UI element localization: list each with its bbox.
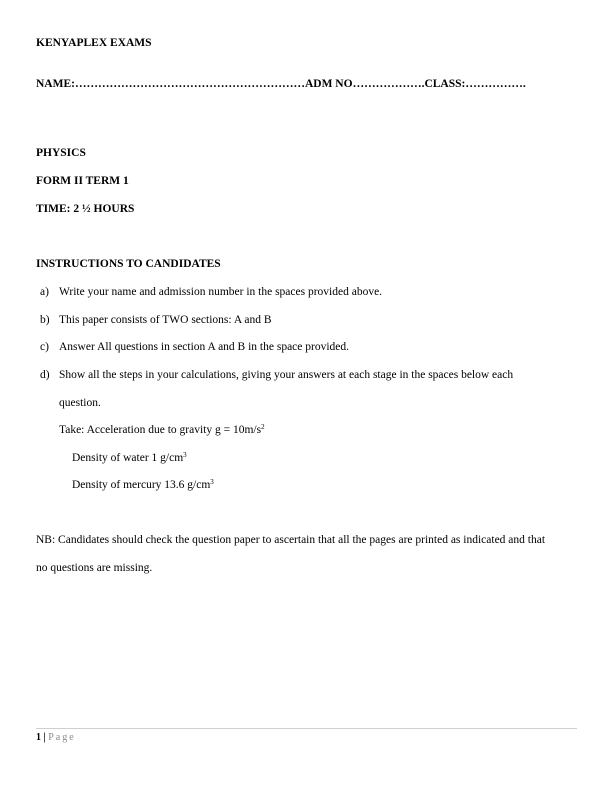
instruction-text-b: This paper consists of TWO sections: A and B	[59, 314, 272, 326]
name-label: NAME:	[36, 78, 75, 90]
instruction-text-a: Write your name and admission number in the spaces provided above.	[59, 286, 383, 298]
note-line-2: no questions are missing.	[36, 562, 153, 574]
instruction-marker-b: b)	[40, 314, 50, 326]
constant-mercury-text: Density of mercury 13.6 g/cm	[72, 479, 211, 491]
instruction-marker-c: c)	[40, 341, 49, 353]
page-footer	[36, 732, 76, 743]
instruction-marker-a: a)	[40, 286, 49, 298]
constant-gravity-exponent: 2	[261, 423, 265, 431]
class-field: …………….	[465, 78, 526, 90]
adm-no-label: ADM NO	[304, 78, 353, 90]
name-field: ……………………………………………………	[74, 78, 305, 90]
form-term-heading: FORM II TERM 1	[36, 175, 129, 187]
class-label: CLASS:	[424, 78, 466, 90]
constant-mercury-exponent: 3	[210, 478, 214, 486]
page-number: 1	[36, 732, 41, 743]
note-line-1: NB: Candidates should check the question paper to ascertain that all the pages are printed as indicated and that	[36, 534, 546, 546]
instruction-marker-d: d)	[40, 369, 50, 381]
constant-gravity-text: Take: Acceleration due to gravity g = 10m/s	[59, 424, 262, 436]
page-word: Page	[48, 732, 76, 743]
constant-water-exponent: 3	[183, 451, 187, 459]
adm-no-field: ……………….	[352, 78, 425, 90]
subject-heading: PHYSICS	[36, 147, 86, 159]
instruction-text-d-continued: question.	[59, 397, 101, 409]
candidate-info-line	[36, 78, 526, 90]
constant-gravity	[59, 424, 265, 436]
time-allowed: TIME: 2 ½ HOURS	[36, 203, 135, 215]
constant-water-density	[72, 452, 187, 464]
instruction-text-c: Answer All questions in section A and B in the space provided.	[59, 341, 350, 353]
exam-board-title: KENYAPLEX EXAMS	[36, 37, 152, 49]
instruction-text-d: Show all the steps in your calculations, giving your answers at each stage in the spaces below each	[59, 369, 514, 381]
page-separator: |	[43, 732, 46, 743]
constant-water-text: Density of water 1 g/cm	[72, 452, 184, 464]
instructions-heading: INSTRUCTIONS TO CANDIDATES	[36, 258, 221, 270]
footer-divider	[36, 728, 577, 729]
constant-mercury-density	[72, 479, 214, 491]
